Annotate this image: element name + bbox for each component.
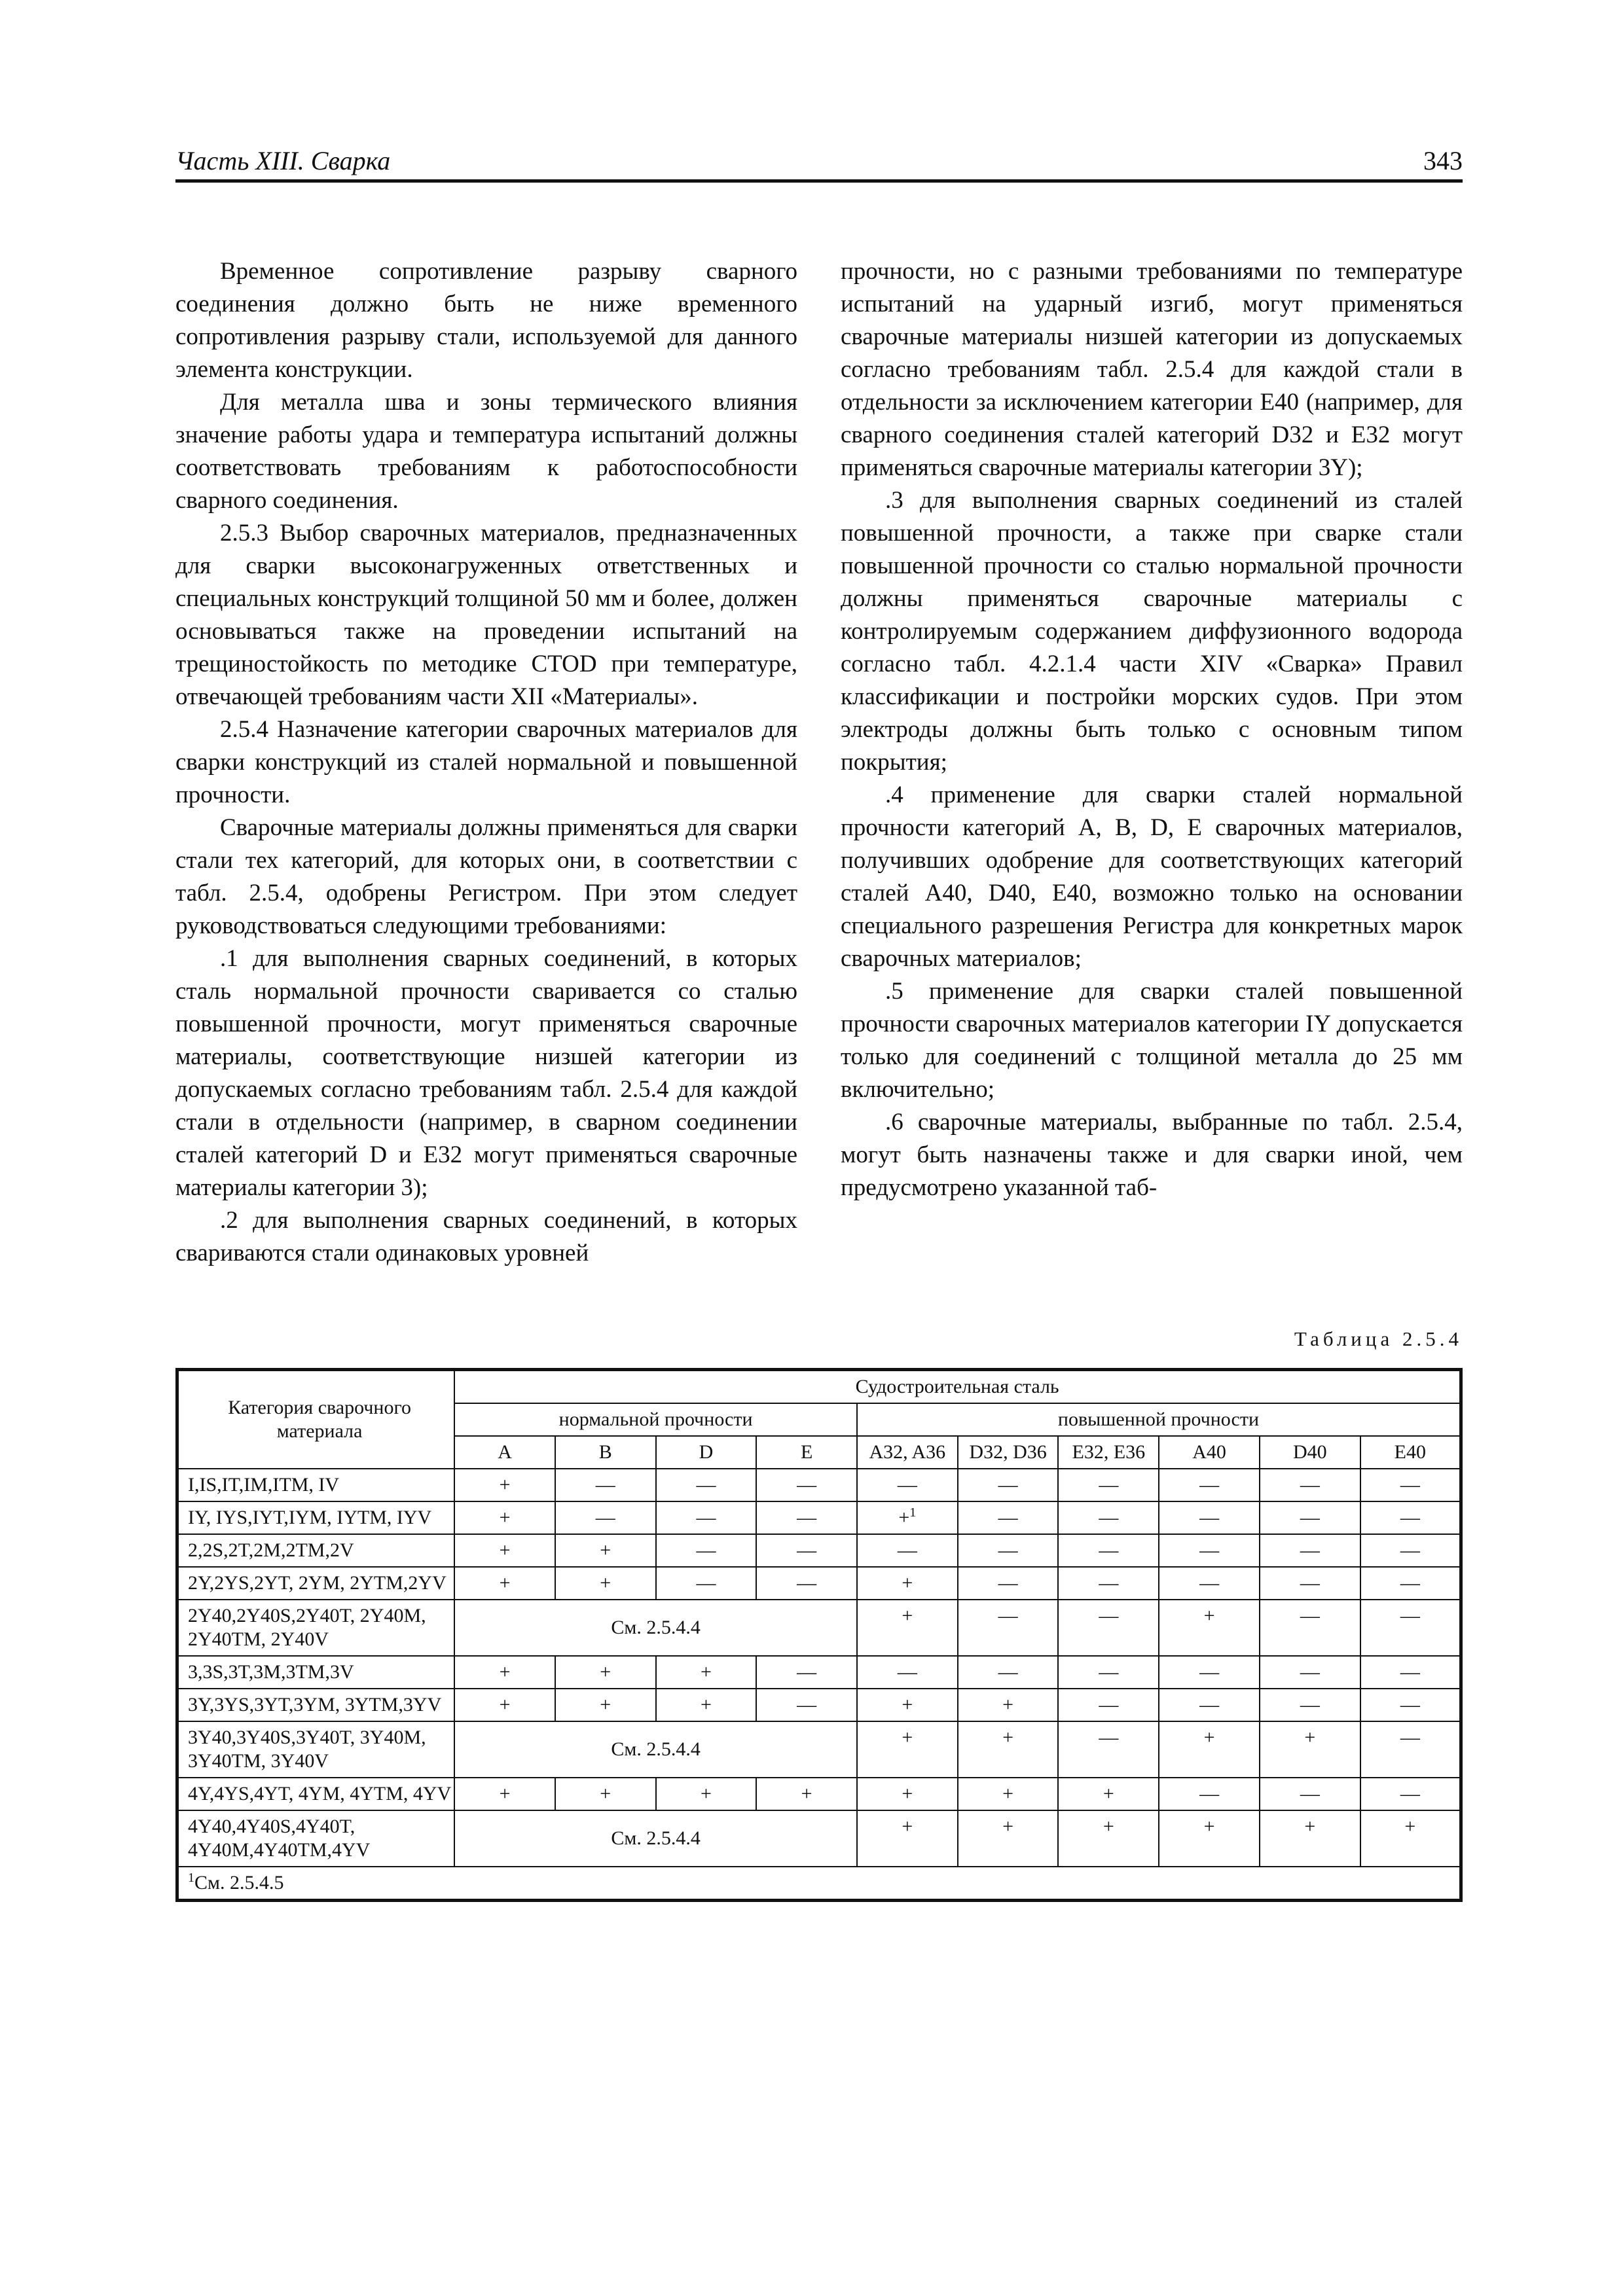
table-cell bbox=[1360, 1778, 1461, 1810]
table-cell bbox=[857, 1656, 958, 1689]
cell-value: — bbox=[797, 1661, 817, 1683]
table-caption: Таблица 2.5.4 bbox=[1294, 1327, 1463, 1350]
table-cell bbox=[454, 1534, 555, 1567]
cell-value: — bbox=[1400, 1474, 1420, 1496]
list-item: .6 сварочные материалы, выбранные по табл. 2.5.4, могут быть назначены также и для сварки иной, чем предусмотрено указанной таб- bbox=[841, 1109, 1463, 1201]
cell-value: — bbox=[1199, 1572, 1220, 1594]
cell-value: + bbox=[902, 1572, 913, 1594]
table-cell bbox=[1159, 1656, 1260, 1689]
cell-value: + bbox=[1203, 1605, 1215, 1626]
table-cell bbox=[656, 1469, 757, 1501]
cell-value: + bbox=[600, 1661, 611, 1683]
cell-value: — bbox=[1300, 1572, 1320, 1594]
table-cell bbox=[1360, 1567, 1461, 1600]
cell-value: + bbox=[1103, 1816, 1114, 1837]
table-row bbox=[177, 1656, 1461, 1689]
cell-value: + bbox=[902, 1694, 913, 1715]
table-cell bbox=[756, 1689, 857, 1721]
cell-value: — bbox=[998, 1507, 1018, 1528]
cell-value: — bbox=[1300, 1605, 1320, 1626]
table-cell bbox=[1260, 1501, 1360, 1534]
cell-value: + bbox=[499, 1474, 511, 1496]
table-cell bbox=[1058, 1534, 1159, 1567]
cell-value: — bbox=[998, 1661, 1018, 1683]
table-cell bbox=[1159, 1689, 1260, 1721]
list-item: .4 применение для сварки сталей нормальной прочности категорий A, B, D, E сварочных материалов, получивших одобрение для соответствующих категорий сталей A40, D40, E40, возможно только на основании специального разрешения Регистра для конкретных марок сварочных материалов; bbox=[841, 781, 1463, 972]
table-cell bbox=[1159, 1469, 1260, 1501]
cell-value: — bbox=[1400, 1783, 1420, 1804]
cell-value: — bbox=[897, 1539, 917, 1561]
grade-header: E bbox=[756, 1436, 857, 1469]
row-category: 3Y,3YS,3YT,3YM, 3YTM,3YV bbox=[177, 1689, 455, 1721]
table-cell bbox=[1360, 1600, 1461, 1656]
table-cell bbox=[1260, 1656, 1360, 1689]
table-cell bbox=[1058, 1721, 1159, 1778]
table-cell bbox=[454, 1501, 555, 1534]
cell-value: — bbox=[998, 1539, 1018, 1561]
cell-value: + bbox=[902, 1783, 913, 1804]
list-item: .2 для выполнения сварных соединений, в которых свариваются стали одинаковых уровней bbox=[175, 1207, 797, 1266]
cell-value: — bbox=[1099, 1539, 1119, 1561]
table-cell bbox=[1058, 1689, 1159, 1721]
table-cell bbox=[1159, 1534, 1260, 1567]
table-cell bbox=[555, 1689, 656, 1721]
grade-header: E40 bbox=[1360, 1436, 1461, 1469]
see-reference: См. 2.5.4.4 bbox=[454, 1721, 857, 1778]
table-cell bbox=[756, 1469, 857, 1501]
cell-value: — bbox=[1400, 1694, 1420, 1715]
table-cell bbox=[454, 1689, 555, 1721]
cell-value: — bbox=[797, 1694, 817, 1715]
table-footnote bbox=[177, 1867, 1461, 1901]
table-cell bbox=[958, 1567, 1059, 1600]
table-cell bbox=[1058, 1656, 1159, 1689]
cell-value: — bbox=[1099, 1605, 1119, 1626]
cell-value: — bbox=[1400, 1572, 1420, 1594]
cell-value: + bbox=[902, 1816, 913, 1837]
row-category: 2,2S,2T,2M,2TM,2V bbox=[177, 1534, 455, 1567]
paragraph: Для металла шва и зоны термического влияния значение работы удара и температура испытаний должны соответствовать требованиям к работоспособности сварного соединения. bbox=[175, 389, 797, 514]
cell-value: + bbox=[1404, 1816, 1416, 1837]
table-cell bbox=[1260, 1810, 1360, 1867]
table-cell bbox=[1159, 1810, 1260, 1867]
list-item: .3 для выполнения сварных соединений из сталей повышенной прочности, а также при сварке стали повышенной прочности со сталью нормальной прочности должны применяться сварочные материалы с контролируемым содержанием диффузионного водорода согласно табл. 4.2.1.4 части XIV «Сварка» Правил классификации и постройки морских судов. При этом электроды должны быть только с основным типом покрытия; bbox=[841, 487, 1463, 776]
table-cell bbox=[555, 1778, 656, 1810]
cell-value: + bbox=[600, 1572, 611, 1594]
cell-value: — bbox=[1199, 1474, 1220, 1496]
table-cell bbox=[756, 1501, 857, 1534]
cell-value: — bbox=[1400, 1539, 1420, 1561]
row-category: I,IS,IT,IM,ITM, IV bbox=[177, 1469, 455, 1501]
table-cell bbox=[958, 1534, 1059, 1567]
cell-value: + bbox=[499, 1783, 511, 1804]
row-category: 4Y40,4Y40S,4Y40T, 4Y40M,4Y40TM,4YV bbox=[177, 1810, 455, 1867]
table-cell bbox=[1260, 1600, 1360, 1656]
paragraph: Временное сопротивление разрыву сварного соединения должно быть не ниже временного сопротивления разрыву стали, используемой для данного элемента конструкции. bbox=[175, 258, 797, 383]
cell-value: + bbox=[1002, 1816, 1014, 1837]
welding-category-table bbox=[175, 1368, 1463, 1902]
table-cell bbox=[656, 1656, 757, 1689]
cell-value: — bbox=[696, 1572, 716, 1594]
cell-value: — bbox=[1400, 1727, 1420, 1748]
cell-value: + bbox=[1002, 1783, 1014, 1804]
cell-value: + bbox=[700, 1783, 712, 1804]
table-cell bbox=[958, 1600, 1059, 1656]
table-cell bbox=[454, 1778, 555, 1810]
table-cell bbox=[958, 1778, 1059, 1810]
table-row bbox=[177, 1689, 1461, 1721]
cell-value: — bbox=[897, 1661, 917, 1683]
table-cell bbox=[958, 1689, 1059, 1721]
cell-value: + bbox=[902, 1727, 913, 1748]
cell-value: + bbox=[1304, 1727, 1316, 1748]
right-column bbox=[841, 255, 1463, 1204]
table-cell bbox=[857, 1600, 958, 1656]
cell-value: — bbox=[1300, 1694, 1320, 1715]
table-cell bbox=[1058, 1469, 1159, 1501]
header-normal-strength: нормальной прочности bbox=[454, 1403, 857, 1436]
table-cell bbox=[1058, 1778, 1159, 1810]
row-category: 3,3S,3T,3M,3TM,3V bbox=[177, 1656, 455, 1689]
running-title: Часть XIII. Сварка bbox=[175, 146, 391, 175]
table-cell bbox=[1260, 1469, 1360, 1501]
table-cell bbox=[1360, 1501, 1461, 1534]
cell-value: — bbox=[1300, 1507, 1320, 1528]
grade-header: E32, E36 bbox=[1058, 1436, 1159, 1469]
cell-value: + bbox=[600, 1539, 611, 1561]
cell-value: — bbox=[797, 1572, 817, 1594]
table-cell bbox=[857, 1469, 958, 1501]
see-reference: См. 2.5.4.4 bbox=[454, 1810, 857, 1867]
table-row bbox=[177, 1567, 1461, 1600]
grade-header: A bbox=[454, 1436, 555, 1469]
table-row bbox=[177, 1778, 1461, 1810]
table-cell bbox=[1260, 1721, 1360, 1778]
cell-value: + bbox=[499, 1694, 511, 1715]
cell-value: + bbox=[801, 1783, 812, 1804]
header-category: Категория сварочного материала bbox=[177, 1370, 455, 1469]
list-item: .5 применение для сварки сталей повышенной прочности сварочных материалов категории IY допускается только для соединений с толщиной металла до 25 мм включительно; bbox=[841, 978, 1463, 1103]
table-cell bbox=[1159, 1501, 1260, 1534]
grade-header: B bbox=[555, 1436, 656, 1469]
table-cell bbox=[1360, 1689, 1461, 1721]
cell-value: — bbox=[595, 1507, 615, 1528]
grade-header: A32, A36 bbox=[857, 1436, 958, 1469]
cell-value: + bbox=[898, 1507, 910, 1528]
cell-value: — bbox=[1199, 1783, 1220, 1804]
table-cell bbox=[1058, 1600, 1159, 1656]
table-cell bbox=[454, 1656, 555, 1689]
table-cell bbox=[857, 1689, 958, 1721]
table-cell bbox=[1260, 1534, 1360, 1567]
table-cell bbox=[656, 1567, 757, 1600]
table-cell bbox=[555, 1469, 656, 1501]
paragraph: прочности, но с разными требованиями по температуре испытаний на ударный изгиб, могут применяться сварочные материалы низшей категории из допускаемых согласно требованиям табл. 2.5.4 для каждой стали в отдельности за исключением категории E40 (например, для сварного соединения сталей категорий D32 и E32 могут применяться сварочные материалы категории 3Y); bbox=[841, 258, 1463, 481]
row-category: 2Y40,2Y40S,2Y40T, 2Y40M, 2Y40TM, 2Y40V bbox=[177, 1600, 455, 1656]
table-cell bbox=[857, 1501, 958, 1534]
cell-value: — bbox=[1099, 1507, 1119, 1528]
cell-value: — bbox=[1400, 1605, 1420, 1626]
cell-value: — bbox=[1300, 1474, 1320, 1496]
table-row bbox=[177, 1810, 1461, 1867]
table-cell bbox=[555, 1656, 656, 1689]
cell-value: — bbox=[998, 1572, 1018, 1594]
cell-value: + bbox=[499, 1539, 511, 1561]
cell-value: — bbox=[998, 1474, 1018, 1496]
cell-value: — bbox=[1199, 1507, 1220, 1528]
table-cell bbox=[1360, 1721, 1461, 1778]
table-cell bbox=[555, 1501, 656, 1534]
grade-header: D32, D36 bbox=[958, 1436, 1059, 1469]
table-cell bbox=[1260, 1567, 1360, 1600]
cell-value: + bbox=[1304, 1816, 1316, 1837]
cell-value: — bbox=[1099, 1474, 1119, 1496]
header-high-strength: повышенной прочности bbox=[857, 1403, 1461, 1436]
page-header bbox=[175, 145, 1463, 183]
table-cell bbox=[857, 1810, 958, 1867]
table-cell bbox=[857, 1778, 958, 1810]
cell-value: — bbox=[1300, 1783, 1320, 1804]
cell-value: — bbox=[595, 1474, 615, 1496]
table-cell bbox=[1159, 1778, 1260, 1810]
row-category: 4Y,4YS,4YT, 4YM, 4YTM, 4YV bbox=[177, 1778, 455, 1810]
table-cell bbox=[1260, 1778, 1360, 1810]
table-cell bbox=[756, 1567, 857, 1600]
table-cell bbox=[1260, 1689, 1360, 1721]
cell-value: — bbox=[696, 1474, 716, 1496]
table-cell bbox=[1159, 1600, 1260, 1656]
cell-value: — bbox=[1400, 1507, 1420, 1528]
paragraph: Сварочные материалы должны применяться для сварки стали тех категорий, для которых они, в соответствии с табл. 2.5.4, одобрены Регистром. При этом следует руководствоваться следующими требованиями: bbox=[175, 814, 797, 939]
cell-value: — bbox=[1099, 1661, 1119, 1683]
cell-value: — bbox=[998, 1605, 1018, 1626]
table-cell bbox=[756, 1656, 857, 1689]
page-number: 343 bbox=[1423, 146, 1463, 175]
cell-value: — bbox=[797, 1474, 817, 1496]
section-heading: 2.5.4 Назначение категории сварочных материалов для сварки конструкций из сталей нормальной и повышенной прочности. bbox=[175, 716, 797, 808]
table-cell bbox=[958, 1810, 1059, 1867]
table-cell bbox=[857, 1534, 958, 1567]
cell-value: — bbox=[1099, 1572, 1119, 1594]
cell-value: + bbox=[600, 1783, 611, 1804]
table-cell bbox=[656, 1501, 757, 1534]
cell-value: + bbox=[1103, 1783, 1114, 1804]
cell-value: + bbox=[499, 1507, 511, 1528]
grade-header: A40 bbox=[1159, 1436, 1260, 1469]
row-category: 2Y,2YS,2YT, 2YM, 2YTM,2YV bbox=[177, 1567, 455, 1600]
footnote-text: См. 2.5.4.5 bbox=[194, 1872, 284, 1893]
cell-value: — bbox=[1300, 1539, 1320, 1561]
footnote-reference: 1 bbox=[909, 1505, 917, 1520]
cell-value: + bbox=[1002, 1694, 1014, 1715]
header-steel: Судостроительная сталь bbox=[454, 1370, 1461, 1404]
cell-value: + bbox=[1203, 1727, 1215, 1748]
table-cell bbox=[958, 1501, 1059, 1534]
cell-value: — bbox=[1099, 1694, 1119, 1715]
table-cell bbox=[857, 1567, 958, 1600]
cell-value: + bbox=[499, 1661, 511, 1683]
cell-value: — bbox=[1400, 1661, 1420, 1683]
table-cell bbox=[958, 1656, 1059, 1689]
cell-value: — bbox=[1099, 1727, 1119, 1748]
row-category: 3Y40,3Y40S,3Y40T, 3Y40M, 3Y40TM, 3Y40V bbox=[177, 1721, 455, 1778]
table-cell bbox=[1159, 1721, 1260, 1778]
cell-value: + bbox=[700, 1694, 712, 1715]
table-row bbox=[177, 1469, 1461, 1501]
paragraph: 2.5.3 Выбор сварочных материалов, предназначенных для сварки высоконагруженных ответственных и специальных конструкций толщиной 50 мм и более, должен основываться также на проведении испытаний на трещиностойкость по методике CTOD при температуре, отвечающей требованиям части XII «Материалы». bbox=[175, 520, 797, 710]
table-cell bbox=[1360, 1656, 1461, 1689]
table-cell bbox=[958, 1469, 1059, 1501]
cell-value: — bbox=[696, 1539, 716, 1561]
cell-value: — bbox=[797, 1507, 817, 1528]
table-cell bbox=[756, 1534, 857, 1567]
table-row bbox=[177, 1534, 1461, 1567]
list-item: .1 для выполнения сварных соединений, в которых сталь нормальной прочности сваривается со сталью повышенной прочности, могут применяться сварочные материалы, соответствующие низшей категории из допускаемых согласно требованиям табл. 2.5.4 для каждой стали в отдельности (например, в сварном соединении сталей категорий D и E32 могут применяться сварочные материалы категории 3); bbox=[175, 945, 797, 1201]
grade-header: D bbox=[656, 1436, 757, 1469]
table-cell bbox=[454, 1469, 555, 1501]
cell-value: — bbox=[1199, 1661, 1220, 1683]
table-cell bbox=[1058, 1567, 1159, 1600]
table-cell bbox=[656, 1534, 757, 1567]
cell-value: — bbox=[1199, 1539, 1220, 1561]
cell-value: + bbox=[499, 1572, 511, 1594]
row-category: IY, IYS,IYT,IYM, IYTM, IYV bbox=[177, 1501, 455, 1534]
table-cell bbox=[656, 1689, 757, 1721]
cell-value: — bbox=[897, 1474, 917, 1496]
table-cell bbox=[1058, 1810, 1159, 1867]
table-cell bbox=[857, 1721, 958, 1778]
table-cell bbox=[1058, 1501, 1159, 1534]
table-row bbox=[177, 1721, 1461, 1778]
left-column bbox=[175, 255, 797, 1270]
cell-value: — bbox=[1300, 1661, 1320, 1683]
table-cell bbox=[958, 1721, 1059, 1778]
table-cell bbox=[1360, 1534, 1461, 1567]
cell-value: + bbox=[700, 1661, 712, 1683]
cell-value: — bbox=[1199, 1694, 1220, 1715]
cell-value: — bbox=[696, 1507, 716, 1528]
cell-value: + bbox=[1203, 1816, 1215, 1837]
table-cell bbox=[454, 1567, 555, 1600]
table-cell bbox=[555, 1567, 656, 1600]
table-row bbox=[177, 1501, 1461, 1534]
see-reference: См. 2.5.4.4 bbox=[454, 1600, 857, 1656]
table-cell bbox=[656, 1778, 757, 1810]
cell-value: + bbox=[902, 1605, 913, 1626]
cell-value: — bbox=[797, 1539, 817, 1561]
table-row bbox=[177, 1600, 1461, 1656]
cell-value: + bbox=[1002, 1727, 1014, 1748]
table-cell bbox=[1360, 1469, 1461, 1501]
table-cell bbox=[555, 1534, 656, 1567]
table-cell bbox=[1360, 1810, 1461, 1867]
footnote-mark: 1 bbox=[188, 1871, 194, 1885]
grade-header: D40 bbox=[1260, 1436, 1360, 1469]
table-cell bbox=[1159, 1567, 1260, 1600]
cell-value: + bbox=[600, 1694, 611, 1715]
table-cell bbox=[756, 1778, 857, 1810]
